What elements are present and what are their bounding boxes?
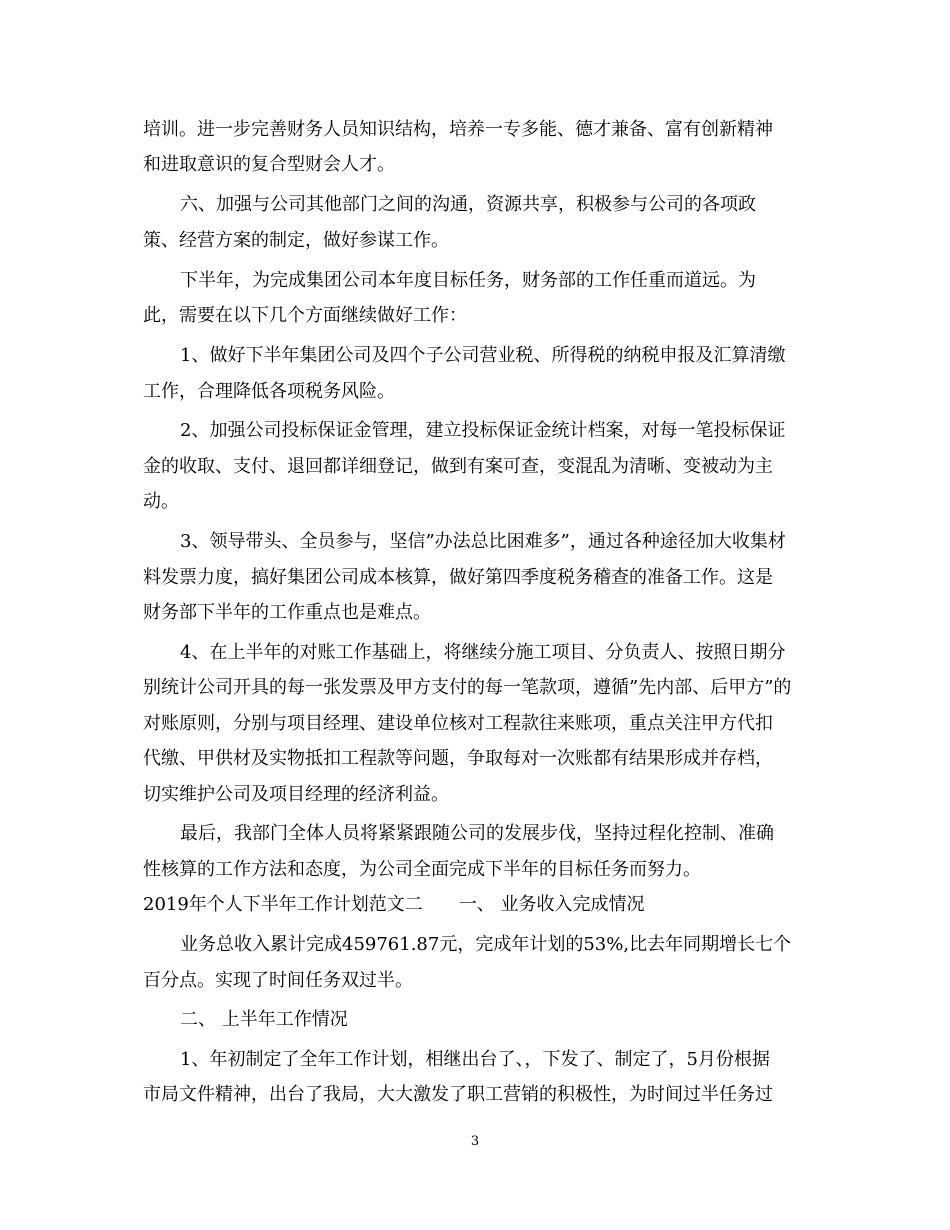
item-1-line: 1、做好下半年集团公司及四个子公司营业税、所得税的纳税申报及汇算清缴	[180, 345, 786, 366]
body-line: 金的收取、支付、退回都详细登记，做到有案可查，变混乱为清晰、变被动为主	[143, 456, 773, 477]
paragraph-second-half-line: 下半年，为完成集团公司本年度目标任务，财务部的工作任重而道远。为	[180, 270, 756, 291]
body-line: 代缴、甲供材及实物抵扣工程款等问题，争取每对一次账都有结果形成并存档，	[143, 748, 773, 769]
body-line: 别统计公司开具的每一张发票及甲方支付的每一笔款项，遵循”先内部、后甲方”的	[143, 677, 792, 698]
body-line: 培训。进一步完善财务人员知识结构，培养一专多能、德才兼备、富有创新精神	[143, 119, 773, 140]
body-line: 动。	[143, 491, 179, 512]
section-heading-line	[143, 893, 645, 917]
page-number: 3	[470, 1134, 480, 1149]
closing-paragraph-line: 最后，我部门全体人员将紧紧跟随公司的发展步伐，坚持过程化控制、准确	[180, 823, 774, 844]
body-line: 市局文件精神，出台了我局，大大激发了职工营销的积极性，为时间过半任务过	[143, 1084, 773, 1105]
body-line: 对账原则，分别与项目经理、建设单位核对工程款往来账项，重点关注甲方代扣	[143, 713, 773, 734]
body-line: 此，需要在以下几个方面继续做好工作：	[143, 305, 467, 326]
section-heading: 二、 上半年工作情况	[180, 1009, 348, 1030]
revenue-summary-line: 业务总收入累计完成459761.87元，完成年计划的53%,比去年同期增长七个	[180, 934, 792, 955]
body-line: 和进取意识的复合型财会人才。	[143, 154, 395, 175]
body-line: 性核算的工作方法和态度，为公司全面完成下半年的目标任务而努力。	[143, 859, 701, 880]
body-line: 料发票力度，搞好集团公司成本核算，做好第四季度税务稽查的准备工作。这是	[143, 567, 773, 588]
body-line: 工作，合理降低各项税务风险。	[143, 381, 395, 402]
work-item-1-line: 1、年初制定了全年工作计划，相继出台了、，下发了、制定了，5月份根据	[180, 1049, 770, 1070]
body-line: 切实维护公司及项目经理的经济利益。	[143, 784, 449, 805]
item-4-line: 4、在上半年的对账工作基础上，将继续分施工项目、分负责人、按照日期分	[180, 642, 786, 663]
body-line: 策、经营方案的制定，做好参谋工作。	[143, 230, 449, 251]
item-3-line: 3、领导带头、全员参与，坚信”办法总比困难多”，通过各种途径加大收集材	[180, 531, 786, 552]
paragraph-six-line: 六、加强与公司其他部门之间的沟通，资源共享，积极参与公司的各项政	[180, 194, 756, 215]
section-heading: 一、 业务收入完成情况	[458, 894, 645, 915]
body-line: 财务部下半年的工作重点也是难点。	[143, 602, 431, 623]
body-line: 百分点。实现了时间任务双过半。	[143, 970, 413, 991]
item-2-line: 2、加强公司投标保证金管理，建立投标保证金统计档案，对每一笔投标保证	[180, 420, 786, 441]
document-title: 2019年个人下半年工作计划范文二	[143, 894, 423, 915]
